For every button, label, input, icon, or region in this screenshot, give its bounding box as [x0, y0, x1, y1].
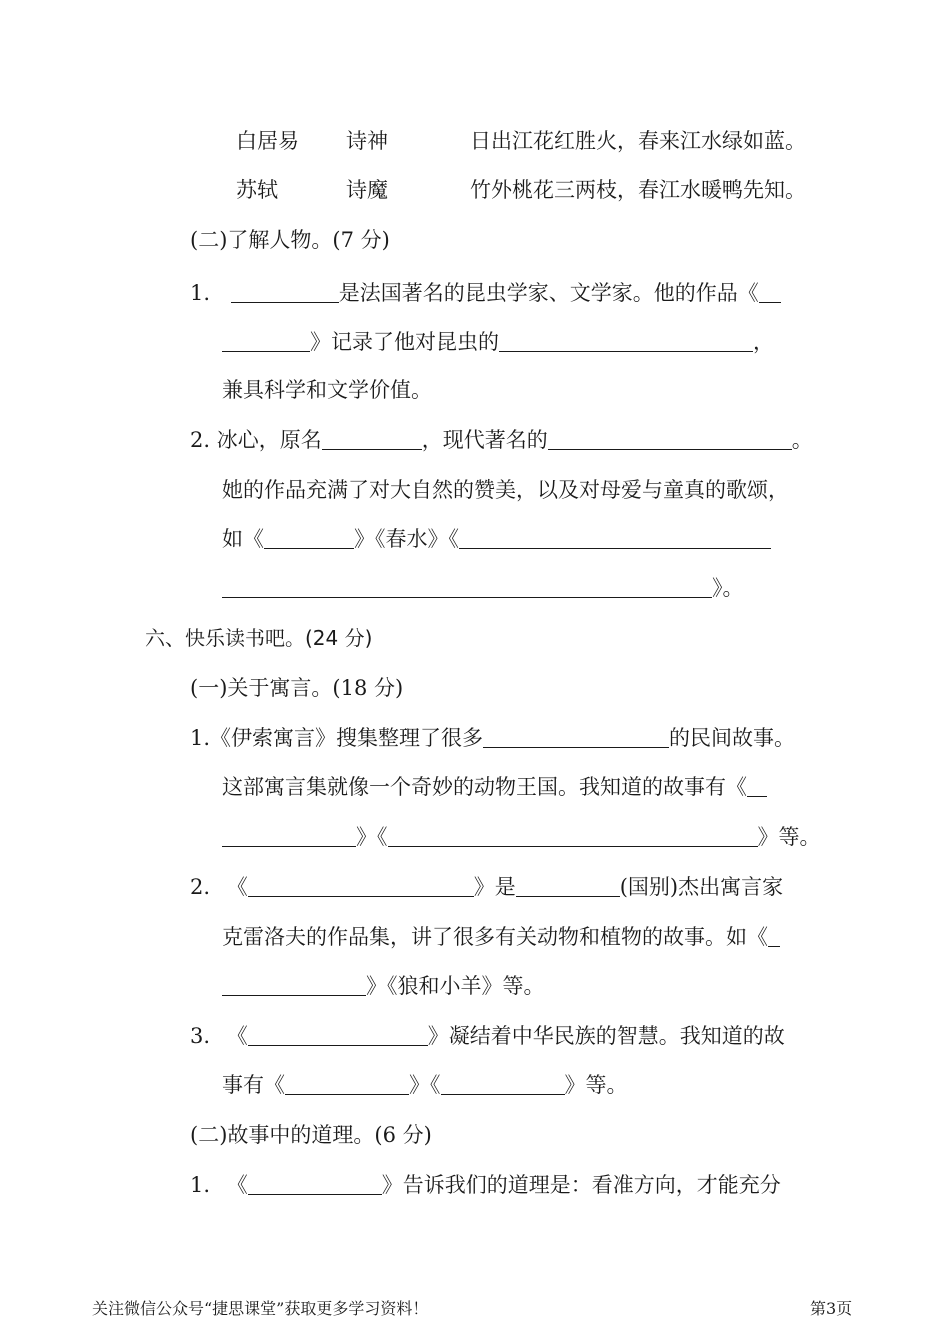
question-line: [222, 822, 821, 852]
answer-blank[interactable]: [231, 280, 339, 303]
answer-blank[interactable]: [248, 1172, 382, 1195]
question-line: [222, 922, 780, 952]
subsection-heading: (二)了解人物。(7 分): [190, 228, 390, 252]
question-text: 》《: [409, 1073, 441, 1097]
question-text: 事有《: [222, 1073, 285, 1097]
question-text: 《: [226, 1173, 248, 1197]
question-text: 》等。: [757, 825, 821, 849]
poet-verse: 日出江花红胜火，春来江水绿如蓝。: [470, 129, 806, 153]
question-text: 》记录了他对昆虫的: [310, 330, 499, 354]
question-text: 她的作品充满了对大自然的赞美，以及对母爱与童真的歌颂，: [222, 478, 789, 502]
footer-note: 关注微信公众号“捷思课堂”获取更多学习资料！: [92, 1299, 429, 1318]
answer-blank[interactable]: [516, 874, 620, 897]
answer-blank[interactable]: [248, 1023, 428, 1046]
question-line: [190, 1170, 781, 1200]
question-line: [190, 872, 783, 902]
answer-blank[interactable]: [222, 575, 712, 598]
answer-blank[interactable]: [499, 329, 753, 352]
question-line: [222, 524, 771, 554]
question-text: 》等。: [564, 1073, 628, 1097]
answer-blank[interactable]: [222, 973, 366, 996]
poet-title: 诗神: [346, 129, 388, 153]
answer-blank[interactable]: [548, 427, 792, 450]
question-line: [222, 772, 767, 802]
question-text: 》。: [712, 576, 744, 600]
question-number: 1.: [190, 281, 211, 305]
question-text: 。: [791, 428, 813, 452]
answer-blank[interactable]: [222, 824, 356, 847]
question-text: 》《: [356, 825, 388, 849]
question-text: ，: [753, 330, 774, 354]
answer-blank[interactable]: [388, 824, 758, 847]
answer-blank[interactable]: [264, 526, 354, 549]
question-line: [190, 425, 813, 455]
question-text: 《伊索寓言》搜集整理了很多: [210, 726, 484, 750]
answer-blank[interactable]: [441, 1072, 565, 1095]
question-number: 1.: [190, 726, 211, 750]
section-heading: 六、快乐读书吧。(24 分): [145, 626, 373, 650]
question-text: (国别)杰出寓言家: [619, 875, 784, 899]
question-text: 》告诉我们的道理是：看准方向，才能充分: [381, 1173, 781, 1197]
question-line: [222, 971, 545, 1001]
answer-blank[interactable]: [483, 725, 669, 748]
answer-blank[interactable]: [747, 774, 767, 797]
question-line: [190, 1021, 785, 1051]
question-text: 如《: [222, 527, 264, 551]
subsection-heading: (二)故事中的道理。(6 分): [190, 1123, 432, 1147]
poet-name: 苏轼: [236, 178, 278, 202]
page-number: 第3页: [810, 1299, 853, 1318]
question-text: 》凝结着中华民族的智慧。我知道的故: [427, 1024, 785, 1048]
question-line: [222, 573, 744, 603]
poet-title: 诗魔: [346, 178, 388, 202]
question-line: [222, 327, 774, 357]
subsection-heading: (一)关于寓言。(18 分): [190, 676, 404, 700]
question-line: [222, 1070, 628, 1100]
question-text: 》是: [473, 875, 516, 899]
answer-blank[interactable]: [759, 280, 781, 303]
question-text: ，现代著名的: [421, 428, 548, 452]
question-number: 3.: [190, 1024, 211, 1048]
question-text: 》《狼和小羊》等。: [366, 974, 545, 998]
answer-blank[interactable]: [459, 526, 771, 549]
question-text: 兼具科学和文学价值。: [222, 378, 432, 402]
question-number: 2.: [190, 428, 211, 452]
question-line: [190, 278, 781, 308]
question-number: 1.: [190, 1173, 211, 1197]
answer-blank[interactable]: [285, 1072, 409, 1095]
poet-verse: 竹外桃花三两枝，春江水暖鸭先知。: [470, 178, 806, 202]
question-text: 冰心，原名: [216, 428, 322, 452]
question-text: 是法国著名的昆虫学家、文学家。他的作品《: [338, 281, 759, 305]
question-number: 2.: [190, 875, 211, 899]
answer-blank[interactable]: [222, 329, 310, 352]
question-text: 克雷洛夫的作品集，讲了很多有关动物和植物的故事。如《: [222, 925, 768, 949]
answer-blank[interactable]: [248, 874, 474, 897]
poet-name: 白居易: [236, 129, 299, 153]
answer-blank[interactable]: [768, 924, 780, 947]
answer-blank[interactable]: [322, 427, 422, 450]
question-line: [190, 723, 795, 753]
question-text: 的民间故事。: [669, 726, 796, 750]
question-text: 》《春水》《: [354, 527, 459, 551]
question-text: 《: [226, 1024, 248, 1048]
question-text: 这部寓言集就像一个奇妙的动物王国。我知道的故事有《: [222, 775, 747, 799]
question-text: 《: [226, 875, 248, 899]
